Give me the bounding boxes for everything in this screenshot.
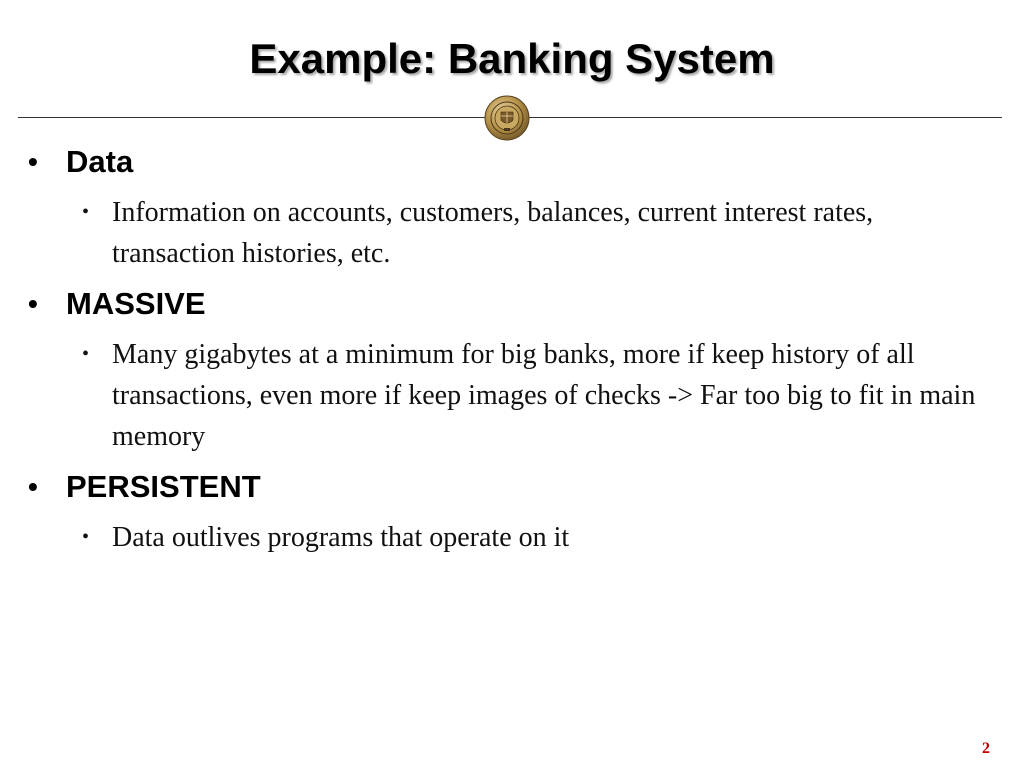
- bullet-heading-massive: [28, 282, 998, 326]
- bullet-dot: •: [28, 146, 38, 177]
- bullet-heading-text: MASSIVE: [66, 286, 206, 321]
- bullet-heading-data: [28, 140, 998, 184]
- bullet-dot: •: [28, 471, 38, 502]
- slide-title: Example: Banking System: [249, 35, 775, 82]
- page-number: 2: [982, 740, 990, 757]
- bullet-heading-persistent: [28, 465, 998, 509]
- sub-bullet-data: [28, 192, 998, 274]
- bullet-dot: •: [82, 343, 90, 365]
- sub-bullet-massive: [28, 334, 998, 457]
- sub-bullet-text: Many gigabytes at a minimum for big banks, more if keep history of all transactions, even more if keep images of checks -> Far too big to fit in main memory: [112, 339, 976, 452]
- sub-bullet-persistent: [28, 517, 998, 558]
- bullet-dot: •: [82, 526, 90, 548]
- bullet-list: [28, 140, 998, 558]
- bullet-dot: •: [28, 288, 38, 319]
- bullet-heading-text: PERSISTENT: [66, 469, 261, 504]
- university-seal-icon: [484, 95, 530, 141]
- bullet-heading-text: Data: [66, 144, 134, 179]
- sub-bullet-text: Information on accounts, customers, balances, current interest rates, transaction histories, etc.: [112, 197, 874, 269]
- bullet-dot: •: [82, 201, 90, 223]
- sub-bullet-text: Data outlives programs that operate on it: [112, 522, 570, 553]
